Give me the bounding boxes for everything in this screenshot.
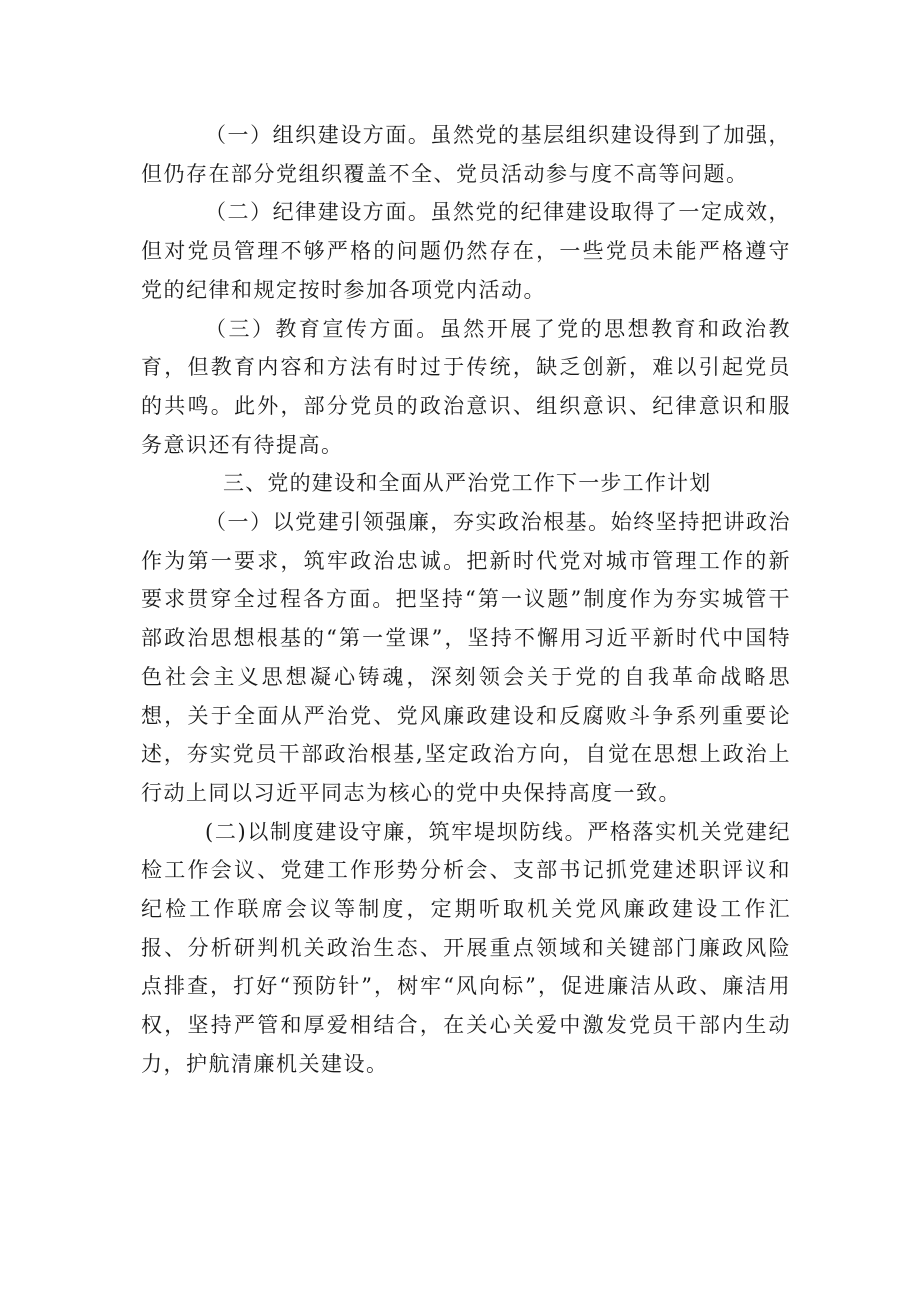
section-heading: 三、党的建设和全面从严治党工作下一步工作计划 <box>223 471 712 496</box>
paragraph-organization: （一）组织建设方面。虽然党的基层组织建设得到了加强，但仍存在部分党组织覆盖不全、党员活动参与度不高等问题。 <box>141 123 791 186</box>
paragraph-discipline: （二）纪律建设方面。虽然党的纪律建设取得了一定成效，但对党员管理不够严格的问题仍然存在，一些党员未能严格遵守党的纪律和规定按时参加各项党内活动。 <box>141 200 791 302</box>
paragraph-education: （三）教育宣传方面。虽然开展了党的思想教育和政治教育，但教育内容和方法有时过于传统，缺乏创新，难以引起党员的共鸣。此外，部分党员的政治意识、组织意识、纪律意识和服务意识还有待提高。 <box>141 316 791 457</box>
paragraph-plan-system: (二)以制度建设守廉，筑牢堤坝防线。严格落实机关党建纪检工作会议、党建工作形势分析会、支部书记抓党建述职评议和纪检工作联席会议等制度，定期听取机关党风廉政建设工作汇报、分析研判机关政治生态、开展重点领域和关键部门廉政风险点排查，打好“预防针”，树牢“风向标”，促进廉洁从政、廉洁用权，坚持严管和厚爱相结合，在关心关爱中激发党员干部内生动力，护航清廉机关建设。 <box>141 819 791 1076</box>
document-body <box>141 116 791 1084</box>
paragraph-plan-politics: （一）以党建引领强廉，夯实政治根基。始终坚持把讲政治作为第一要求，筑牢政治忠诚。把新时代党对城市管理工作的新要求贯穿全过程各方面。把坚持“第一议题”制度作为夯实城管干部政治思想根基的“第一堂课”，坚持不懈用习近平新时代中国特色社会主义思想凝心铸魂，深刻领会关于党的自我革命战略思想，关于全面从严治党、党风廉政建设和反腐败斗争系列重要论述，夯实党员干部政治根基,坚定政治方向，自觉在思想上政治上行动上同以习近平同志为核心的党中央保持高度一致。 <box>141 510 791 805</box>
